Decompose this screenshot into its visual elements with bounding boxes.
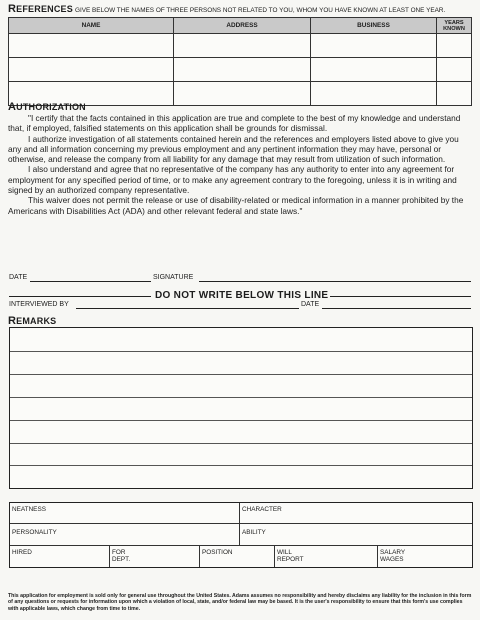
signature-line[interactable] <box>199 281 471 282</box>
grid-divider <box>10 545 472 546</box>
references-instruction: GIVE BELOW THE NAMES OF THREE PERSONS NOT RELATED TO YOU, WHOM YOU HAVE KNOWN AT LEAST ONE YEAR. <box>75 7 446 14</box>
character-field[interactable]: CHARACTER <box>242 506 282 513</box>
will-report-field[interactable]: WILL REPORT <box>277 549 304 563</box>
authorization-paragraph: I authorize investigation of all statements contained herein and the references and employers listed above to give you any and all information concerning my previous employment and any pertinent information they may have, personal or otherwise, and release the company from all liability for any damage that may result from utilization of such information. <box>8 133 459 165</box>
remarks-line <box>10 420 472 421</box>
grid-divider <box>377 545 378 567</box>
authorization-paragraph: "I certify that the facts contained in this application are true and complete to the best of my knowledge and understand that, if employed, falsified statements on this application shall be grounds for dismissal. <box>8 113 461 134</box>
authorization-title-cap: A <box>8 101 17 113</box>
table-row <box>9 34 472 58</box>
references-title <box>8 3 73 15</box>
remarks-line <box>10 351 472 352</box>
reference-business-field[interactable] <box>311 58 437 82</box>
position-field[interactable]: POSITION <box>202 549 233 556</box>
references-title-rest: EFERENCES <box>16 4 73 14</box>
divider-rule-left <box>9 296 151 297</box>
remarks-line <box>10 443 472 444</box>
grid-divider <box>199 545 200 567</box>
remarks-title-cap: R <box>8 315 17 327</box>
interview-date-line[interactable] <box>322 308 471 309</box>
reference-years-field[interactable] <box>437 34 472 58</box>
reference-name-field[interactable] <box>9 58 174 82</box>
remarks-line <box>10 465 472 466</box>
column-header-name: NAME <box>9 18 174 34</box>
grid-divider <box>274 545 275 567</box>
authorization-paragraph: I also understand and agree that no representative of the company has any authority to enter into any agreement for employment for any specified period of time, or to make any agreement contrary to the foregoing, unless it is in writing and signed by an authorized company representative. <box>8 164 457 196</box>
signature-label: SIGNATURE <box>153 274 194 281</box>
do-not-write-notice: DO NOT WRITE BELOW THIS LINE <box>155 290 329 301</box>
date-label: DATE <box>9 274 28 281</box>
remarks-line <box>10 397 472 398</box>
neatness-field[interactable]: NEATNESS <box>12 506 46 513</box>
remarks-box[interactable] <box>9 327 473 489</box>
date-line[interactable] <box>30 281 151 282</box>
remarks-title <box>8 315 56 327</box>
reference-name-field[interactable] <box>9 34 174 58</box>
salary-wages-field[interactable]: SALARY WAGES <box>380 549 406 563</box>
reference-address-field[interactable] <box>174 58 311 82</box>
personality-field[interactable]: PERSONALITY <box>12 529 57 536</box>
reference-years-field[interactable] <box>437 58 472 82</box>
remarks-line <box>10 374 472 375</box>
divider-rule-right <box>330 296 471 297</box>
column-header-address: ADDRESS <box>174 18 311 34</box>
interviewed-by-label: INTERVIEWED BY <box>9 301 69 308</box>
column-header-business: BUSINESS <box>311 18 437 34</box>
grid-divider <box>239 503 240 545</box>
legal-disclaimer: This application for employment is sold only for general use throughout the United States. Adams assumes no responsibility and hereby disclaims any liability for the inclusion in this form of any questions or requests for information upon which a violation of local, state, and/or federal law may be based. It is the user's responsibility to ensure that this form's use complies with applicable laws, which change from time to time. <box>8 593 472 612</box>
table-row <box>9 58 472 82</box>
grid-divider <box>10 523 472 524</box>
reference-business-field[interactable] <box>311 82 437 106</box>
authorization-title-rest: UTHORIZATION <box>16 102 86 112</box>
for-dept-field[interactable]: FOR DEPT. <box>112 549 131 563</box>
hired-field[interactable]: HIRED <box>12 549 32 556</box>
column-header-years-known: YEARS KNOWN <box>437 18 472 34</box>
authorization-text <box>8 113 470 216</box>
references-table <box>8 17 472 106</box>
reference-address-field[interactable] <box>174 34 311 58</box>
reference-business-field[interactable] <box>311 34 437 58</box>
interview-date-label: DATE <box>301 301 320 308</box>
grid-divider <box>109 545 110 567</box>
office-use-grid <box>9 502 473 568</box>
ability-field[interactable]: ABILITY <box>242 529 266 536</box>
references-title-cap: R <box>8 3 17 15</box>
authorization-paragraph: This waiver does not permit the release or use of disability-related or medical information in a manner prohibited by the Americans with Disabilities Act (ADA) and other relevant federal and state laws." <box>8 195 464 216</box>
reference-years-field[interactable] <box>437 82 472 106</box>
reference-address-field[interactable] <box>174 82 311 106</box>
interviewed-by-line[interactable] <box>76 308 299 309</box>
authorization-title <box>8 101 86 113</box>
remarks-title-rest: EMARKS <box>16 316 57 326</box>
